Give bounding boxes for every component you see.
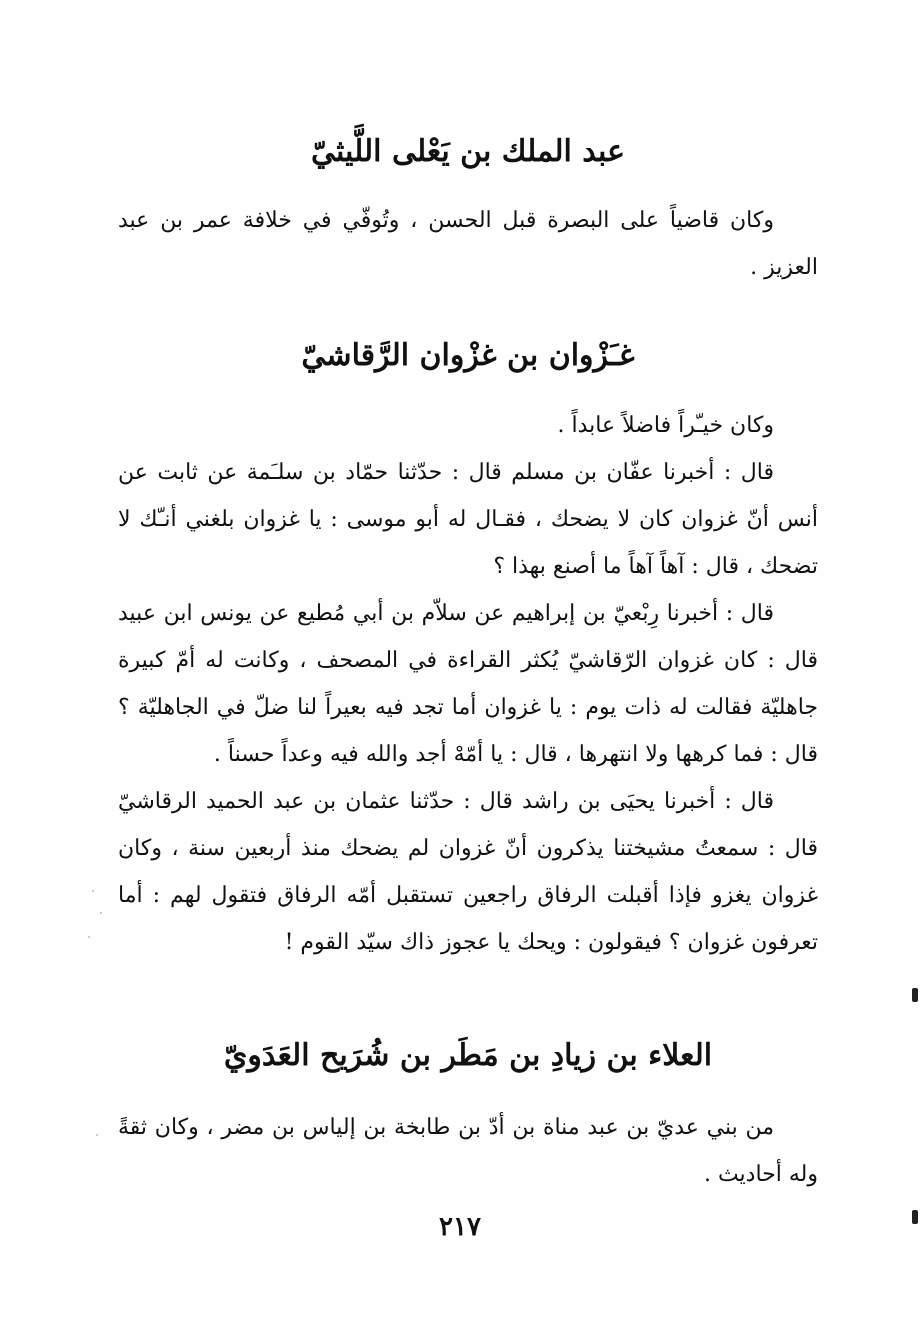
section-heading-ghazwan: غـَزْوان بن غزْوان الرَّقاشيّ <box>301 338 635 373</box>
page-number: ٢١٧ <box>439 1212 481 1242</box>
scan-speck <box>92 890 94 892</box>
paragraph: وكان قاضياً على البصرة قبل الحسن ، وتُوفّي في خلافة عمر بن عبد العزيز . <box>118 208 818 280</box>
section-body-abd-al-malik <box>118 197 818 291</box>
paragraph: وكان خيـّراً فاضلاً عابداً . <box>557 413 774 438</box>
paragraph: من بني عديّ بن عبد مناة بن أدّ بن طابخة بن إلياس بن مضر ، وكان ثقةً وله أحاديث . <box>118 1115 818 1187</box>
paragraph: قال : أخبرنا رِبْعيّ بن إبراهيم عن سلاّم بن أبي مُطيع عن يونس ابن عبيد قال : كان غزوان الرّقاشيّ يُكثر القراءة في المصحف ، وكانت له أمّ كبيرة جاهليّة فقالت له ذات يوم : يا غزوان أما تجد فيه بعيراً لنا ضلّ في الجاهليّة ؟ قال : فما كرهها ولا انتهرها ، قال : يا أمّهْ أجد والله فيه وعداً حسناً . <box>118 601 819 767</box>
paragraph: قال : أخبرنا عفّان بن مسلم قال : حدّثنا حمّاد بن سلـَمة عن ثابت عن أنس أنّ غزوان كان لا يضحك ، فقـال له أبو موسى : يا غزوان بلغني أنـّك لا تضحك ، قال : آهاً آهاً ما أصنع بهذا ؟ <box>118 460 818 579</box>
scan-speck <box>88 936 90 938</box>
scan-edge-mark <box>912 988 918 1002</box>
scan-speck <box>96 1134 98 1136</box>
scan-speck <box>100 912 102 914</box>
section-body-ghazwan <box>118 402 818 966</box>
section-heading-abd-al-malik: عبد الملك بن يَعْلى اللَّيثيّ <box>311 134 625 169</box>
paragraph: قال : أخبرنا يحيَى بن راشد قال : حدّثنا عثمان بن عبد الحميد الرقاشيّ قال : سمعتُ مشيختنا يذكرون أنّ غزوان لم يضحك منذ أربعين سنة ، وكان غزوان يغزو فإذا أقبلت الرفاق راجعين تستقبل أمّه الرفاق فتقول لهم : أما تعرفون غزوان ؟ فيقولون : ويحك يا عجوز ذاك سيّد القوم ! <box>118 789 818 955</box>
section-heading-al-ala: العلاء بن زيادِ بن مَطَر بن شُرَيح العَدَويّ <box>223 1038 713 1073</box>
scan-edge-mark <box>912 1210 918 1224</box>
section-body-al-ala <box>118 1104 818 1198</box>
